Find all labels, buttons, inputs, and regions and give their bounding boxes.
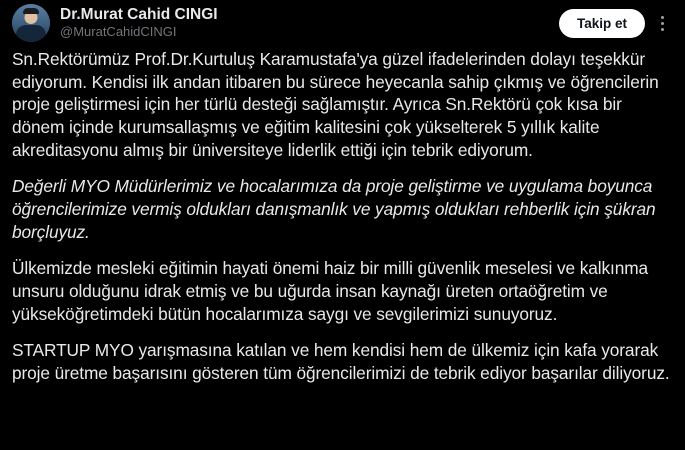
avatar-cap bbox=[23, 8, 39, 14]
more-dot-1 bbox=[661, 16, 664, 19]
author-handle: @MuratCahidCINGI bbox=[60, 24, 177, 40]
post-paragraph: Değerli MYO Müdürlerimiz ve hocalarımıza da proje geliştirme ve uygulama boyunca öğrencilerimize vermiş oldukları danışmanlık ve yapmış oldukları rehberlik için şükran borçluyuz. bbox=[12, 176, 656, 242]
more-dot-2 bbox=[661, 22, 664, 25]
post-paragraph: STARTUP MYO yarışmasına katılan ve hem kendisi hem de ülkemiz için kafa yorarak proje üretme başarısını gösteren tüm öğrencilerimizi de tebrik ediyor başarılar diliyoruz. bbox=[12, 340, 670, 383]
follow-button[interactable]: Takip et bbox=[559, 9, 645, 38]
avatar-body bbox=[16, 25, 46, 42]
author-display-name: Dr.Murat Cahid CINGI bbox=[60, 6, 218, 24]
more-dot-3 bbox=[661, 28, 664, 31]
more-options-icon[interactable] bbox=[649, 8, 675, 38]
author-info[interactable] bbox=[60, 6, 559, 39]
post-body bbox=[0, 44, 685, 385]
post-paragraph: Sn.Rektörümüz Prof.Dr.Kurtuluş Karamustafa'ya güzel ifadelerinden dolayı teşekkür ediyorum. Kendisi ilk andan itibaren bu sürece heyecanla sahip çıkmış ve öğrencilerin proje geliştirmesi için her türlü desteği sağlamıştır. Ayrıca Sn.Rektörü çok kısa bir dönem içinde kurumsallaşmış ve eğitim kalitesini çok yükselterek 5 yıllık kalite akreditasyonu almış bir üniversiteye liderlik ettiği için tebrik ediyorum. bbox=[12, 49, 659, 160]
post-paragraph: Ülkemizde mesleki eğitimin hayati önemi haiz bir milli güvenlik meselesi ve kalkınma unsuru olduğunu idrak etmiş ve bu uğurda insan kaynağı üreten ortaöğretim ve yükseköğretimdeki bütün hocalarımıza saygı ve sevgilerimizi sunuyoruz. bbox=[12, 258, 649, 324]
avatar[interactable] bbox=[12, 4, 50, 42]
post-header bbox=[0, 0, 685, 44]
